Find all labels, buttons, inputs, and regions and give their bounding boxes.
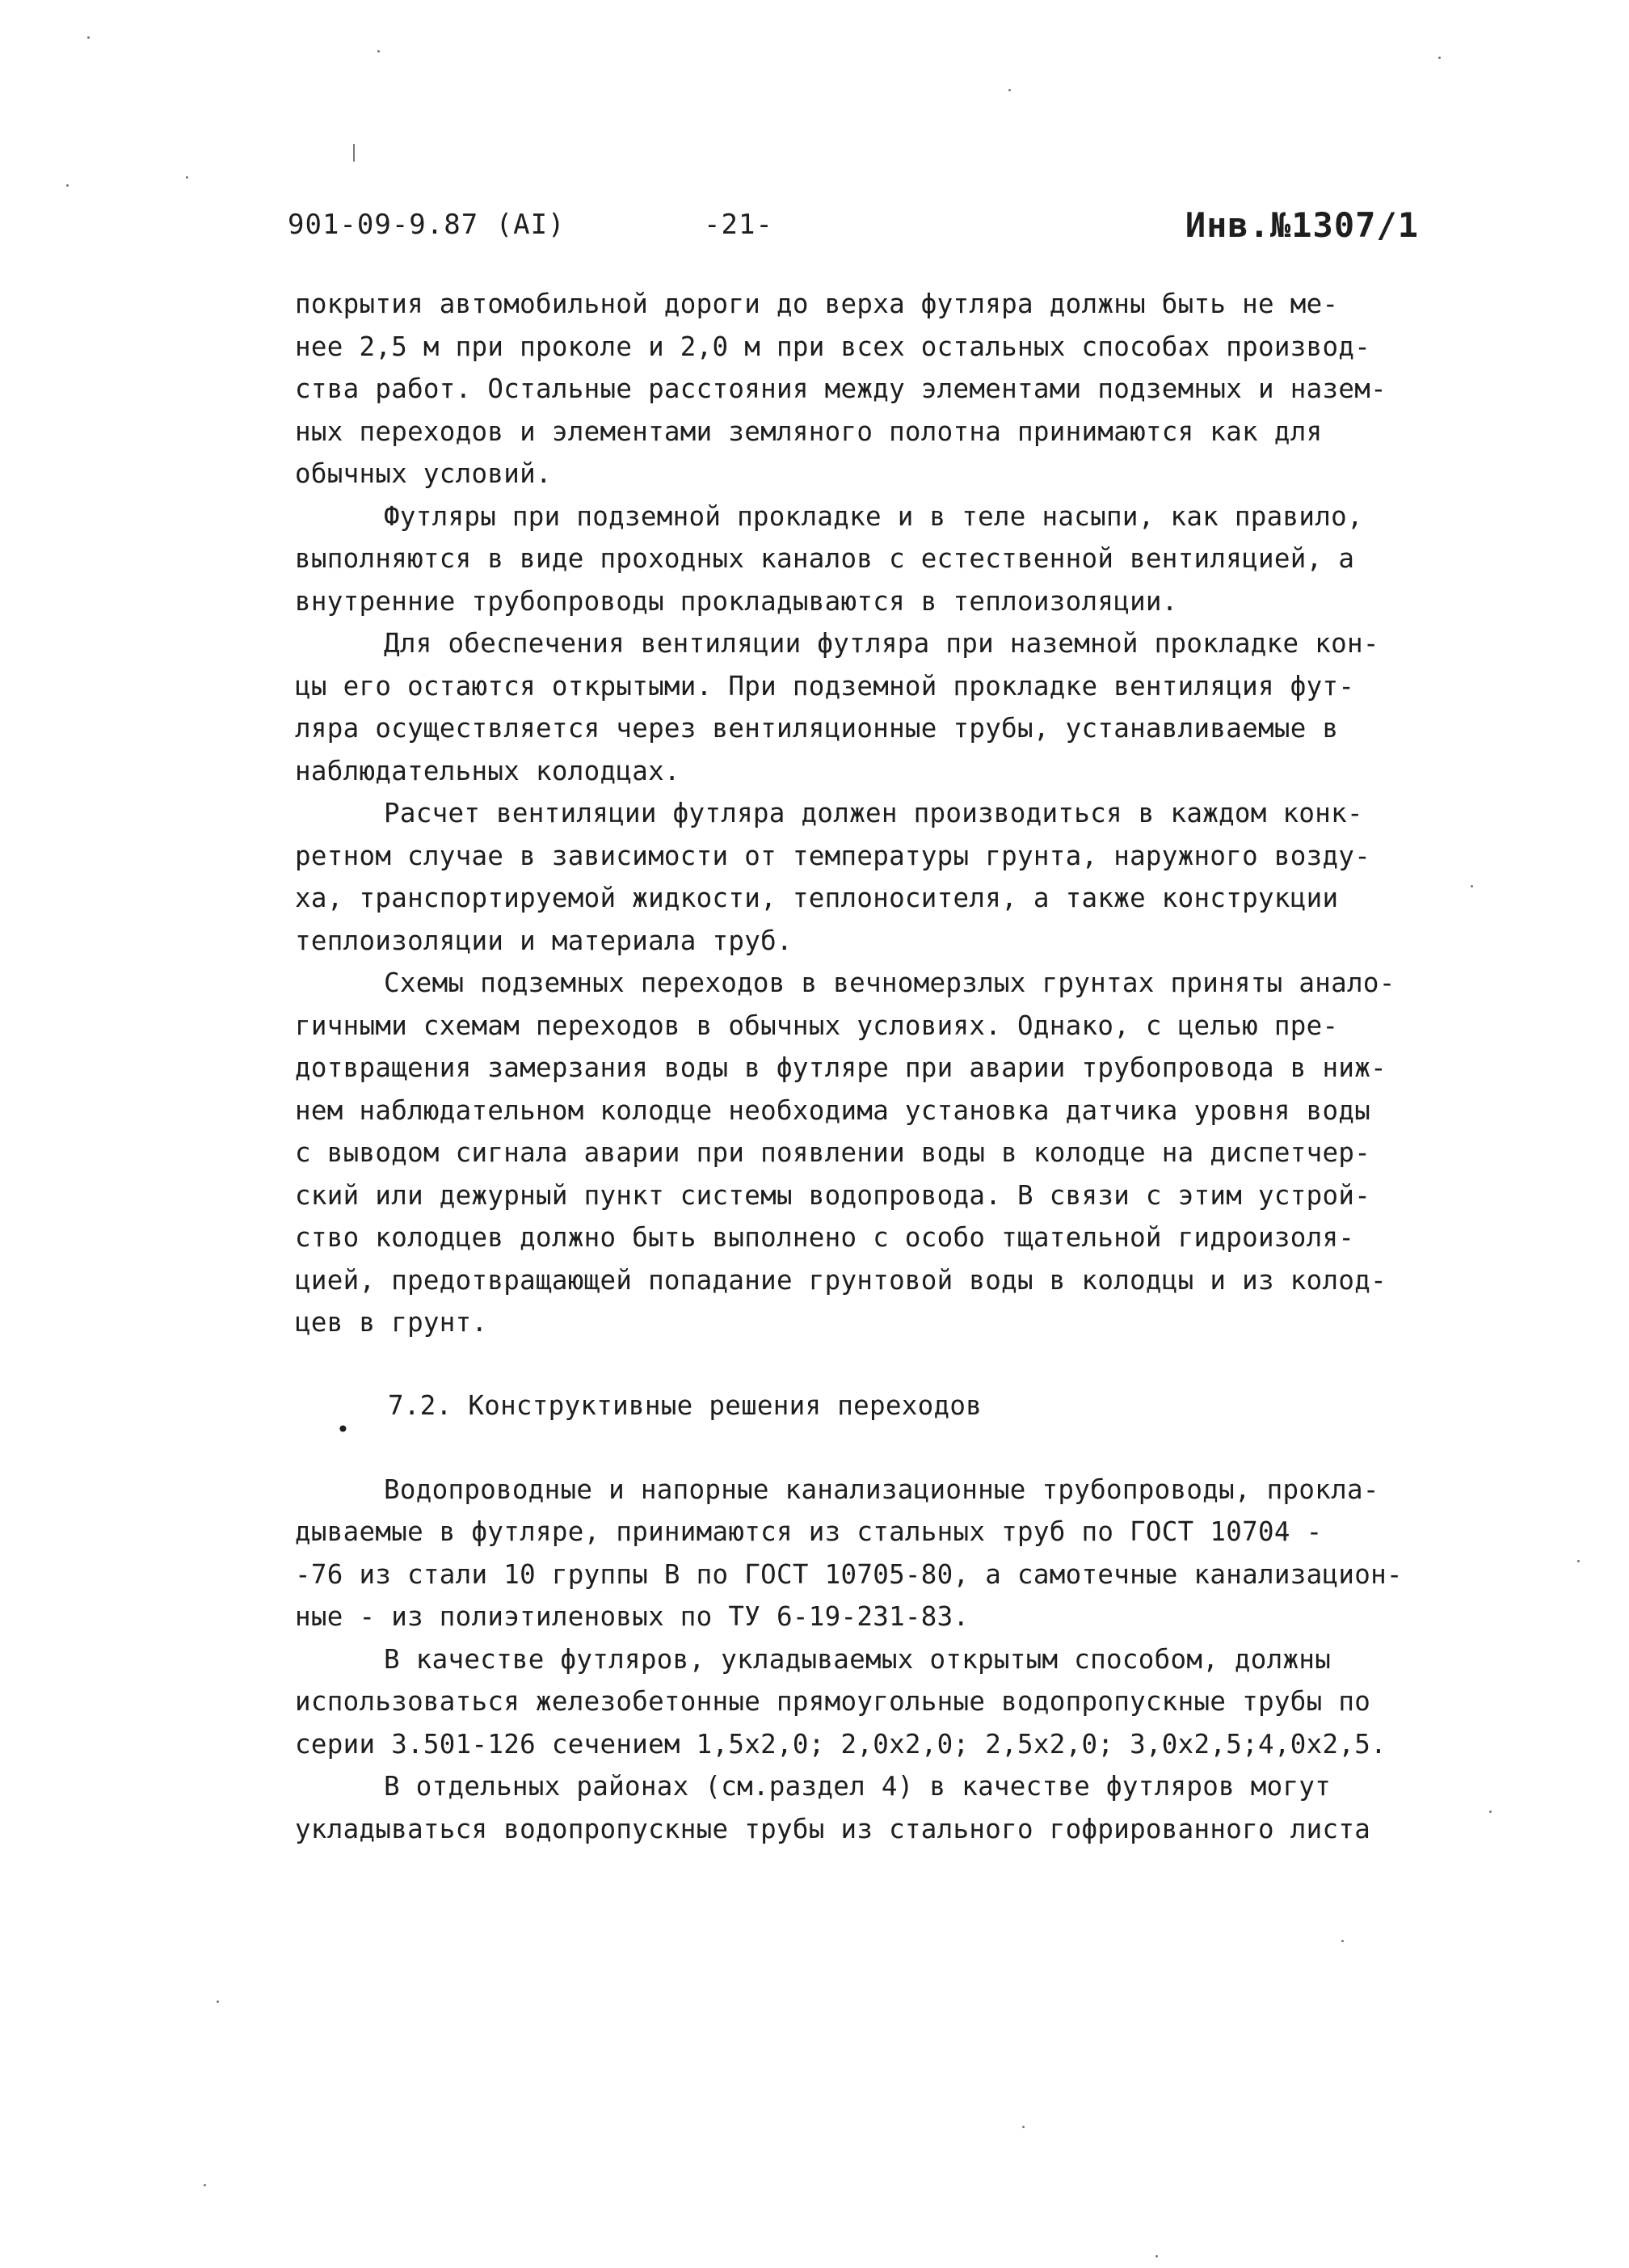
text-line: наблюдательных колодцах. — [295, 755, 680, 786]
paragraph — [295, 1469, 1467, 1638]
text-line: Схемы подземных переходов в вечномерзлых грунтах приняты анало- — [384, 967, 1395, 998]
text-line: с выводом сигнала аварии при появлении воды в колодце на диспетчер- — [295, 1137, 1371, 1168]
text-line: цев в грунт. — [295, 1307, 488, 1338]
text-line: теплоизоляции и материала труб. — [295, 925, 793, 956]
paragraph — [295, 283, 1467, 495]
text-line: выполняются в виде проходных каналов с естественной вентиляцией, а — [295, 543, 1355, 574]
text-line: В отдельных районах (см.раздел 4) в качестве футляров могут — [384, 1771, 1332, 1802]
text-line: нем наблюдательном колодце необходима установка датчика уровня воды — [295, 1094, 1371, 1126]
section-title: 7.2. Конструктивные решения переходов — [388, 1389, 983, 1421]
text-line: ский или дежурный пункт системы водопровода. В связи с этим устрой- — [295, 1179, 1371, 1211]
inventory-number: Инв.№1307/1 — [1185, 205, 1419, 245]
text-line: цы его остаются открытыми. При подземной прокладке вентиляция фут- — [295, 670, 1355, 702]
text-line: гичными схемам переходов в обычных условиях. Однако, с целью пре- — [295, 1010, 1339, 1041]
page-header — [288, 205, 1419, 257]
document-body — [295, 283, 1467, 1850]
text-line: Водопроводные и напорные канализационные трубопроводы, прокла- — [384, 1473, 1379, 1505]
text-line: ретном случае в зависимости от температуры грунта, наружного возду- — [295, 840, 1371, 871]
paragraph — [295, 962, 1467, 1344]
text-line: Расчет вентиляции футляра должен производиться в каждом конк- — [384, 798, 1363, 828]
text-line: ство колодцев должно быть выполнено с особо тщательной гидроизоля- — [295, 1222, 1355, 1253]
text-line: укладываться водопропускные трубы из стального гофрированного листа — [295, 1813, 1371, 1844]
text-line: ляра осуществляется через вентиляционные трубы, устанавливаемые в — [295, 713, 1339, 744]
text-line: ных переходов и элементами земляного полотна принимаются как для — [295, 415, 1323, 447]
paragraph — [295, 622, 1467, 792]
text-line: дотвращения замерзания воды в футляре при аварии трубопровода в ниж- — [295, 1052, 1387, 1083]
text-line: использоваться железобетонные прямоугольные водопропускные трубы по — [295, 1686, 1371, 1717]
text-line: серии 3.501-126 сечением 1,5x2,0; 2,0x2,0; 2,5x2,0; 3,0x2,5;4,0x2,5. — [295, 1728, 1387, 1760]
text-line: дываемые в футляре, принимаются из стальных труб по ГОСТ 10704 - — [295, 1516, 1323, 1547]
document-code: 901-09-9.87 (AI) — [288, 209, 566, 241]
paragraph — [295, 1638, 1467, 1851]
text-line: покрытия автомобильной дороги до верха футляра должны быть не ме- — [295, 289, 1339, 319]
text-line: внутренние трубопроводы прокладываются в теплоизоляции. — [295, 585, 1178, 617]
text-line: обычных условий. — [295, 458, 552, 489]
text-line: ства работ. Остальные расстояния между элементами подземных и назем- — [295, 373, 1387, 404]
text-line: цией, предотвращающей попадание грунтовой воды в колодцы и из колод- — [295, 1264, 1387, 1296]
text-line: Футляры при подземной прокладке и в теле насыпи, как правило, — [384, 500, 1363, 532]
paragraph — [295, 495, 1467, 623]
paragraph — [295, 792, 1467, 962]
text-line: В качестве футляров, укладываемых открытым способом, должны — [384, 1643, 1332, 1675]
text-line: ха, транспортируемой жидкости, теплоносителя, а также конструкции — [295, 883, 1339, 913]
text-line: -76 из стали 10 группы В по ГОСТ 10705-80, а самотечные канализацион- — [295, 1558, 1403, 1590]
text-line: нее 2,5 м при проколе и 2,0 м при всех остальных способах производ- — [295, 331, 1371, 362]
margin-mark: • — [336, 1416, 350, 1443]
text-line: Для обеспечения вентиляции футляра при наземной прокладке кон- — [384, 628, 1379, 659]
page-number: -21- — [704, 209, 773, 241]
text-line: ные - из полиэтиленовых по ТУ 6-19-231-83. — [295, 1601, 970, 1632]
